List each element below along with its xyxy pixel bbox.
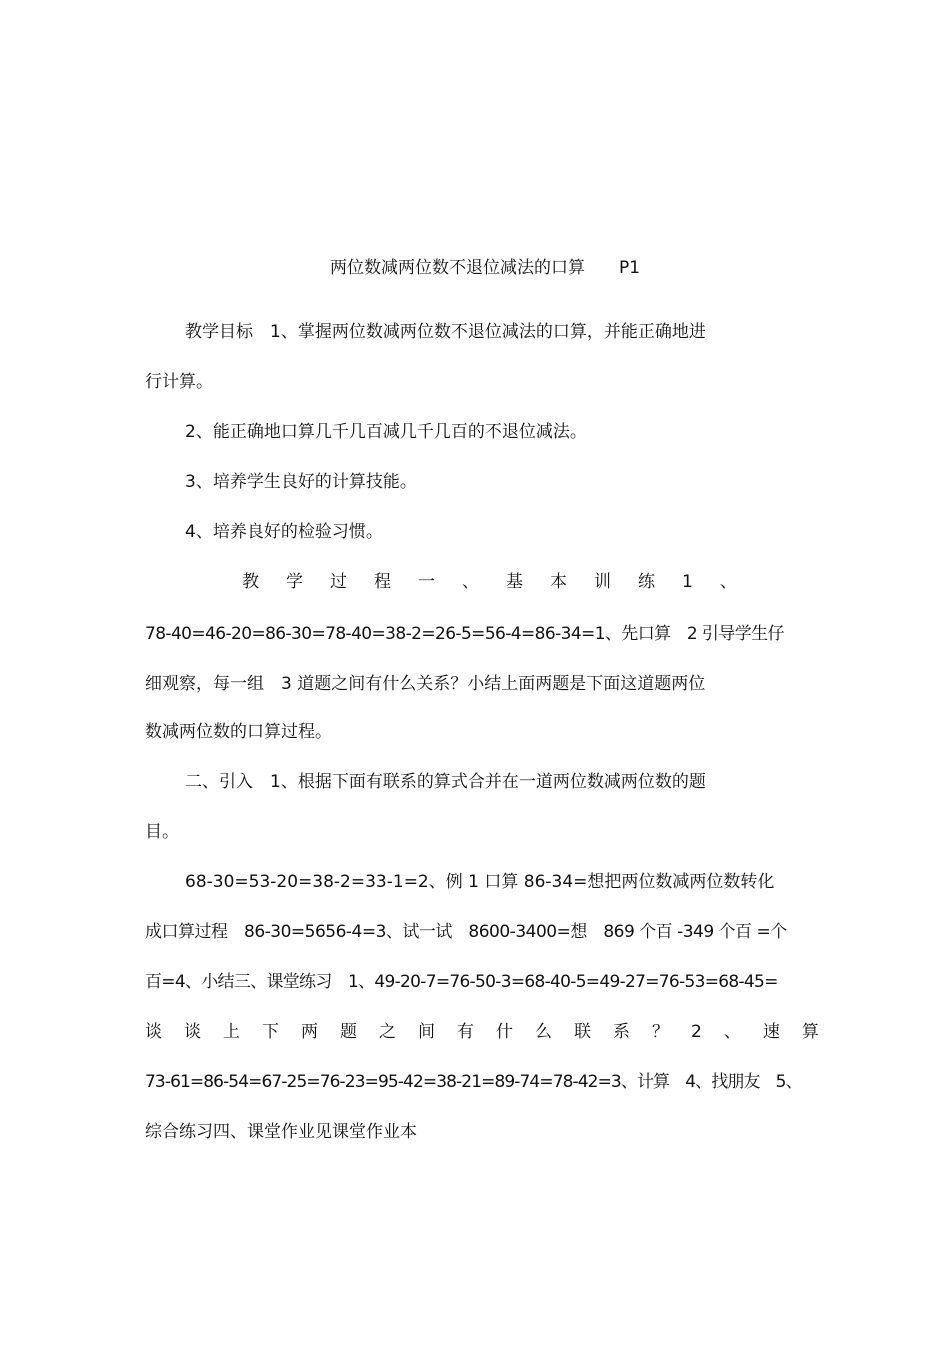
paragraph-line: 68-30=53-20=38-2=33-1=2、例 1 口算 86-34=想把两位数减两位数转化 [185,872,775,892]
paragraph-line: 百=4、小结三、课堂练习 1、49-20-7=76-50-3=68-40-5=49-27=76-53=68-45= [145,972,778,992]
paragraph-line: 教学目标 1、掌握两位数减两位数不退位减法的口算，并能正确地进 [185,322,706,342]
paragraph-line: 2、能正确地口算几千几百减几千几百的不退位减法。 [185,422,587,442]
paragraph-line: 二、引入 1、根据下面有联系的算式合并在一道两位数减两位数的题 [185,772,706,792]
paragraph-line: 行计算。 [145,372,213,392]
paragraph-line: 数减两位数的口算过程。 [145,722,332,742]
paragraph-line: 综合练习四、课堂作业见课堂作业本 [145,1122,417,1142]
paragraph-line: 4、培养良好的检验习惯。 [185,522,383,542]
paragraph-line: 细观察，每一组 3 道题之间有什么关系？小结上面两题是下面这道题两位 [145,674,706,694]
paragraph-line: 成口算过程 86-30=5656-4=3、试一试 8600-3400=想 869 个百 -349 个百 =个 [145,922,787,942]
paragraph-line: 谈谈上下两题之间有什么联系？2、速算 [145,1022,841,1042]
paragraph-line: 目。 [145,822,179,842]
document-title: 两位数减两位数不退位减法的口算 P1 [329,258,641,278]
paragraph-line: 教学过程一、基本训练1、 [242,572,764,592]
paragraph-line: 3、培养学生良好的计算技能。 [185,472,417,492]
paragraph-line: 78-40=46-20=86-30=78-40=38-2=26-5=56-4=86-34=1、先口算 2 引导学生仔 [145,624,784,644]
paragraph-line: 73-61=86-54=67-25=76-23=95-42=38-21=89-74=78-42=3、计算 4、找朋友 5、 [145,1072,802,1092]
